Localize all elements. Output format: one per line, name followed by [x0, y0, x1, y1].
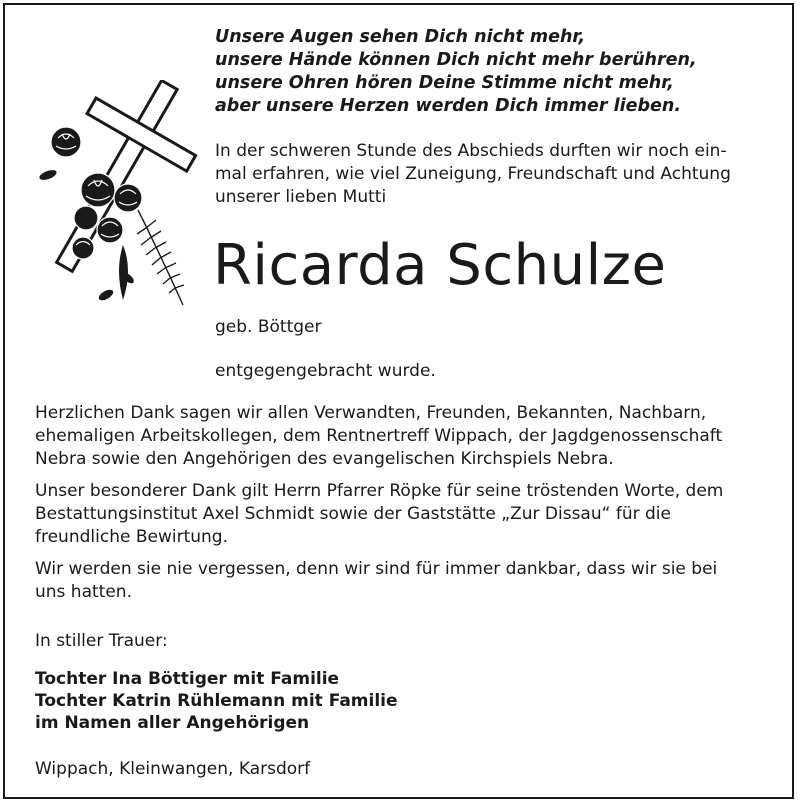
poem-line: aber unsere Herzen werden Dich immer lieben. — [215, 96, 681, 116]
thanks-paragraph — [35, 402, 770, 471]
poem-line: unsere Ohren hören Deine Stimme nicht mehr, — [215, 73, 674, 93]
thanks-line: Nebra sowie den Angehörigen des evangelischen Kirchspiels Nebra. — [35, 449, 614, 469]
received-text: entgegengebracht wurde. — [215, 361, 436, 381]
thanks-paragraph — [35, 480, 770, 549]
places: Wippach, Kleinwangen, Karsdorf — [35, 759, 311, 779]
deceased-name: Ricarda Schulze — [213, 233, 667, 298]
signers — [35, 668, 398, 734]
mourning-label: In stiller Trauer: — [35, 631, 168, 651]
thanks-line: Bestattungsinstitut Axel Schmidt sowie der Gaststätte „Zur Dissau“ für die — [35, 504, 671, 524]
signer: Tochter Ina Böttiger mit Familie — [35, 669, 340, 689]
birth-name: geb. Böttger — [215, 317, 322, 337]
intro-line: mal erfahren, wie viel Zuneigung, Freundschaft und Achtung — [215, 164, 731, 184]
thanks-line: Herzlichen Dank sagen wir allen Verwandten, Freunden, Bekannten, Nachbarn, — [35, 403, 707, 423]
thanks-line: Unser besonderer Dank gilt Herrn Pfarrer Röpke für seine tröstenden Worte, dem — [35, 481, 724, 501]
intro-line: unserer lieben Mutti — [215, 187, 387, 207]
intro-text — [215, 140, 770, 209]
signer: Tochter Katrin Rühlemann mit Familie — [35, 691, 398, 711]
thanks-line: ehemaligen Arbeitskollegen, dem Rentnertreff Wippach, der Jagdgenossenschaft — [35, 426, 723, 446]
thanks-line: Wir werden sie nie vergessen, denn wir sind für immer dankbar, dass wir sie bei — [35, 559, 718, 579]
intro-line: In der schweren Stunde des Abschieds durften wir noch ein- — [215, 141, 727, 161]
thanks-line: freundliche Bewirtung. — [35, 527, 228, 547]
signer: im Namen aller Angehörigen — [35, 713, 310, 733]
poem-line: Unsere Augen sehen Dich nicht mehr, — [215, 27, 586, 47]
thanks-paragraph — [35, 558, 770, 604]
thanks-line: uns hatten. — [35, 582, 132, 602]
poem-line: unsere Hände können Dich nicht mehr berühren, — [215, 50, 697, 70]
poem — [215, 26, 785, 118]
cross-with-roses-icon — [28, 80, 198, 315]
